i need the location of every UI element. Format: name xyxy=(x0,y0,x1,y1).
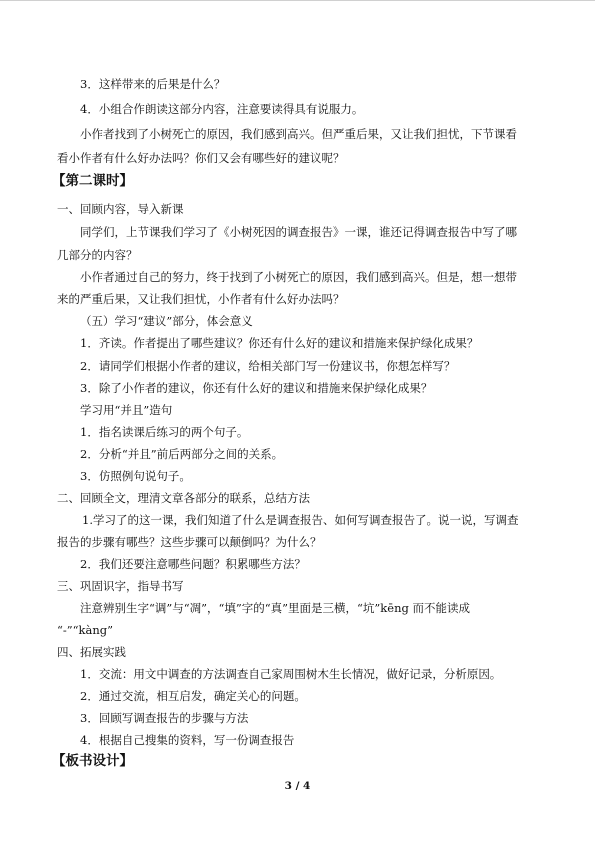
text-line: 2．我们还要注意哪些问题？积累哪些方法？ xyxy=(80,557,306,571)
text-line: 1．齐读。作者提出了哪些建议？你还有什么好的建议和措施来保护绿化成果？ xyxy=(80,336,479,350)
text-line: 3．这样带来的后果是什么？ xyxy=(80,77,226,91)
text-line: “-”“kàng” xyxy=(57,623,113,637)
text-line: 3．回顾写调查报告的步骤与方法 xyxy=(80,711,249,725)
text-line: 2．分析“并且”前后两部分之间的关系。 xyxy=(80,447,284,461)
text-line: 1．交流：用文中调查的方法调查自己家周围树木生长情况，做好记录，分析原因。 xyxy=(80,667,502,681)
text-line: 二、回顾全文，理清文章各部分的联系，总结方法 xyxy=(57,491,310,505)
text-line: 1.学习了的这一课，我们知道了什么是调查报告、如何写调查报告了。说一说，写调查 xyxy=(82,513,519,527)
page-number: 3 / 4 xyxy=(284,780,311,792)
text-line: 同学们，上节课我们学习了《小树死因的调查报告》一课，谁还记得调查报告中写了哪 xyxy=(80,225,517,239)
text-line: 4．根据自己搜集的资料，写一份调查报告 xyxy=(80,733,295,747)
text-line: 一、回顾内容，导入新课 xyxy=(57,202,184,216)
text-line: 看小作者有什么好办法吗？你们又会有哪些好的建议呢？ xyxy=(57,151,345,165)
text-line: 小作者通过自己的努力，终于找到了小树死亡的原因，我们感到高兴。但是，想一想带 xyxy=(80,270,517,284)
section-heading: 【板书设计】 xyxy=(52,753,133,769)
text-line: 1．指名读课后练习的两个句子。 xyxy=(80,425,249,439)
text-line: （五）学习“建议”部分，体会意义 xyxy=(80,314,253,328)
text-line: 2．请同学们根据小作者的建议，给相关部门写一份建议书，你想怎样写？ xyxy=(80,359,456,373)
text-line: 4．小组合作朗读这部分内容，注意要读得具有说服力。 xyxy=(80,102,364,116)
text-line: 报告的步骤有哪些？这些步骤可以颠倒吗？为什么？ xyxy=(57,535,322,549)
text-line: 三、巩固识字，指导书写 xyxy=(57,579,184,593)
text-line: 几部分的内容？ xyxy=(57,248,138,262)
text-line: 学习用“并且”造句 xyxy=(80,403,173,417)
text-line: 2．通过交流，相互启发，确定关心的问题。 xyxy=(80,689,306,703)
text-line: 来的严重后果，又让我们担忧，小作者有什么好办法吗？ xyxy=(57,292,345,306)
section-heading: 【第二课时】 xyxy=(52,173,133,189)
text-line: 3．除了小作者的建议，你还有什么好的建议和措施来保护绿化成果？ xyxy=(80,381,433,395)
text-line: 小作者找到了小树死亡的原因，我们感到高兴。但严重后果，又让我们担忧，下节课看 xyxy=(80,127,517,141)
page-top-border xyxy=(0,0,595,1)
text-line: 四、拓展实践 xyxy=(57,645,126,659)
text-line: 注意辨别生字“调”与“凋”，“填”字的“真”里面是三横，“坑”kēng 而不能读成 xyxy=(80,601,470,615)
text-line: 3．仿照例句说句子。 xyxy=(80,469,191,483)
